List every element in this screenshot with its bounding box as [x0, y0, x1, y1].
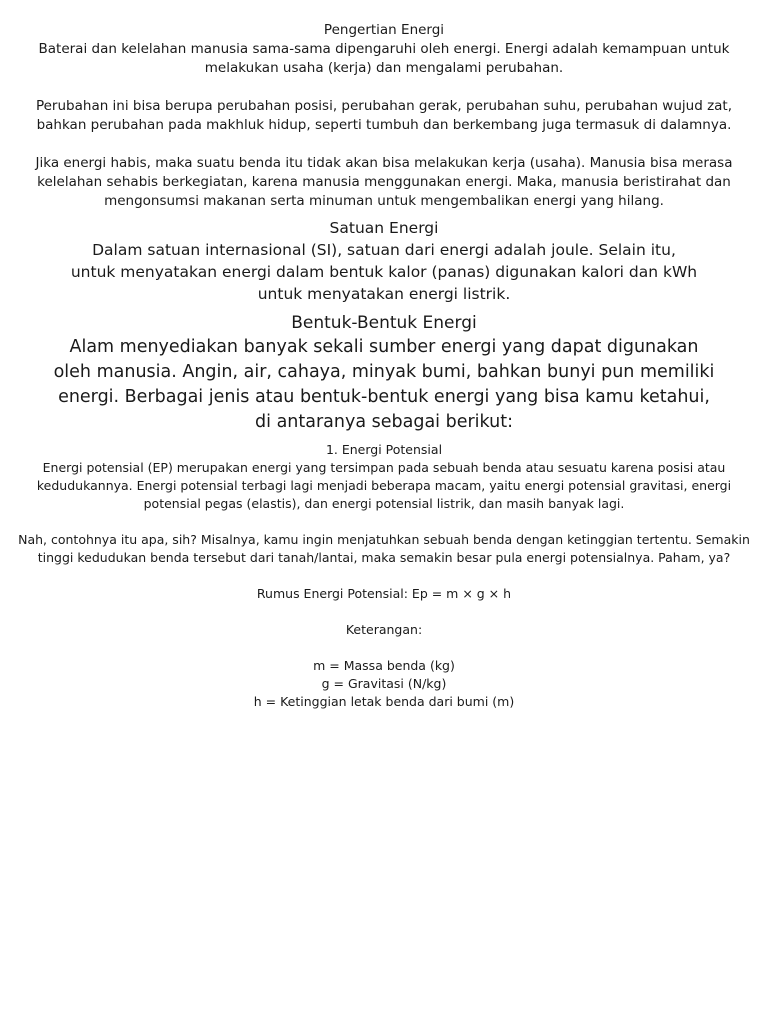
section-potensial	[10, 441, 758, 711]
paragraph: Perubahan ini bisa berupa perubahan posisi, perubahan gerak, perubahan suhu, perubahan wujud zat, bahkan perubahan pada makhluk hidup, seperti tumbuh dan berkembang juga termasuk di dalamnya.	[35, 98, 733, 133]
keterangan-item: g = Gravitasi (N/kg)	[321, 676, 447, 691]
section-title-pengertian: Pengertian Energi	[323, 22, 445, 38]
spacer	[10, 603, 758, 621]
paragraph: Energi potensial (EP) merupakan energi yang tersimpan pada sebuah benda atau sesuatu karena posisi atau kedudukannya. Energi potensial terbagi lagi menjadi beberapa macam, yaitu energi potensial gravitasi, energi potensial pegas (elastis), dan energi potensial listrik, dan masih banyak lagi.	[36, 460, 732, 511]
formula: Rumus Energi Potensial: Ep = m × g × h	[256, 586, 512, 601]
spacer	[10, 639, 758, 657]
paragraph: Dalam satuan internasional (SI), satuan dari energi adalah joule. Selain itu, untuk menyatakan energi dalam bentuk kalor (panas) digunakan kalori dan kWh untuk menyatakan energi listrik.	[70, 241, 698, 303]
spacer	[10, 78, 758, 97]
keterangan-label: Keterangan:	[345, 622, 423, 637]
spacer	[10, 135, 758, 154]
section-satuan	[10, 217, 758, 305]
spacer	[10, 567, 758, 585]
keterangan-item: h = Ketinggian letak benda dari bumi (m)	[253, 694, 515, 709]
keterangan-item: m = Massa benda (kg)	[313, 658, 455, 673]
spacer	[10, 513, 758, 531]
paragraph: Alam menyediakan banyak sekali sumber energi yang dapat digunakan oleh manusia. Angin, air, cahaya, minyak bumi, bahkan bunyi pun memiliki energi. Berbagai jenis atau bentuk-bentuk energi yang bisa kamu ketahui, di antaranya sebagai berikut:	[53, 337, 715, 432]
section-title-bentuk: Bentuk-Bentuk Energi	[291, 313, 477, 333]
section-title-satuan: Satuan Energi	[329, 219, 439, 237]
paragraph: Baterai dan kelelahan manusia sama-sama dipengaruhi oleh energi. Energi adalah kemampuan untuk melakukan usaha (kerja) dan mengalami perubahan.	[38, 41, 730, 76]
paragraph: Nah, contohnya itu apa, sih? Misalnya, kamu ingin menjatuhkan sebuah benda dengan ketinggian tertentu. Semakin tinggi kedudukan benda tersebut dari tanah/lantai, maka semakin besar pula energi potensialnya. Paham, ya?	[18, 532, 750, 565]
section-bentuk	[10, 311, 758, 435]
section-pengertian	[10, 21, 758, 211]
section-title-potensial: 1. Energi Potensial	[325, 442, 443, 457]
paragraph: Jika energi habis, maka suatu benda itu tidak akan bisa melakukan kerja (usaha). Manusia bisa merasa kelelahan sehabis berkegiatan, karena manusia menggunakan energi. Maka, manusia beristirahat dan mengonsumsi makanan serta minuman untuk mengembalikan energi yang hilang.	[35, 155, 733, 209]
